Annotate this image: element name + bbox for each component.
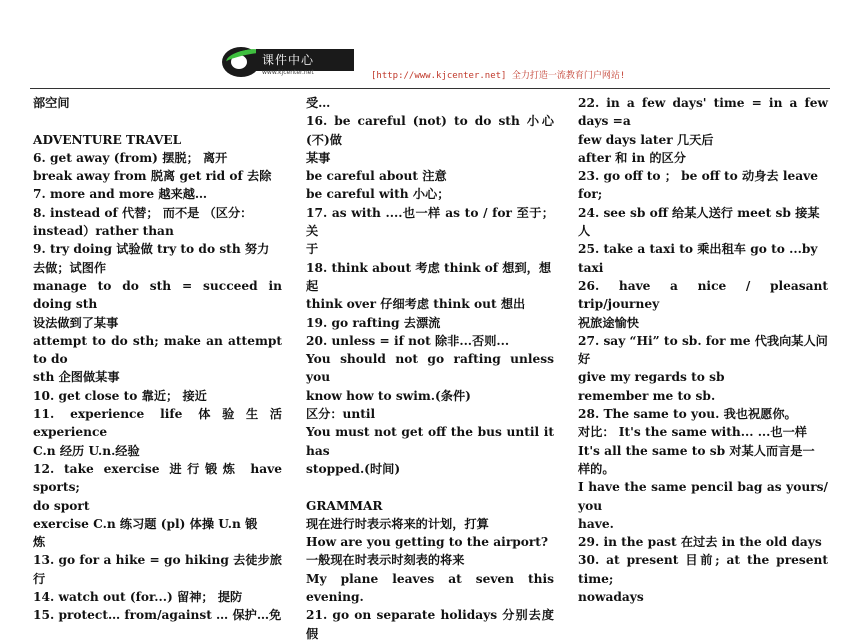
text-line: My plane leaves at seven this evening. [306,571,554,605]
text-line: 17. as with ....也一样 as to / for 至于；关 [306,205,554,239]
text-line: 受… [306,96,331,110]
text-line: 19. go rafting 去漂流 [306,315,441,330]
text-line: 好 [578,352,591,367]
text-line: It's all the same to sb 对某人而言是一 [578,443,815,458]
text-line: 11. experience life 体验生活 experience [33,407,282,440]
text-line: 28. The same to you. 我也祝愿你。 [578,407,797,422]
text-line: 9. try doing 试验做 try to do sth 努力 [33,242,270,257]
text-line: 24. see sb off 给某人送行 meet sb 接某 [578,205,820,220]
text-line: sth 企图做某事 [33,370,120,385]
text-line: taxi [578,260,604,275]
text-line: 12. take exercise 进行锻炼 have sports; [33,461,282,495]
text-line: 炼 [33,535,46,550]
text-line: after 和 in 的区分 [578,150,686,165]
text-line: for; [578,187,603,202]
text-line: 15. protect… from/against … 保护…免 [33,608,282,623]
text-line: stopped.(时间) [306,461,401,476]
text-line: You must not get off the bus until it has [306,425,554,458]
text-line: instead）rather than [33,224,174,239]
text-line: 祝旅途愉快 [578,315,639,330]
text-line: manage to do sth = succeed in doing sth [33,278,282,312]
text-line: 27. say “Hi” to sb. for me 代我向某人问 [578,333,828,348]
text-line: 设法做到了某事 [33,315,119,330]
text-line: 18. think about 考虑 think of 想到，想 [306,260,552,275]
text-line: break away from 脱离 get rid of 去除 [33,169,272,184]
text-line: 23. go off to ； be off to 动身去 leave [578,169,818,184]
text-line: 现在进行时表示将来的计划，打算 [306,516,489,531]
text-line: be careful about 注意 [306,169,447,184]
text-line: 20. unless = if not 除非...否则... [306,333,510,348]
text-line: ADVENTURE TRAVEL [33,132,182,147]
text-line: have. [578,516,614,531]
text-line: attempt to do sth; make an attempt to do [33,333,282,367]
text-line: 10. get close to 靠近； 接近 [33,388,207,403]
text-line: 区分：until [306,407,376,422]
text-line: You should not go rafting unless you [306,352,554,385]
kjcenter-logo [222,47,356,77]
text-line: remember me to sb. [578,388,716,403]
text-line: 于 [306,242,319,257]
text-line: think over 仔细考虑 think out 想出 [306,297,526,312]
text-line [306,478,554,496]
text-line: give my regards to sb [578,370,725,385]
text-line: 25. take a taxi to 乘出租车 go to ...by [578,242,818,257]
text-line: 7. more and more 越来越… [33,187,208,202]
text-line: do sport [33,498,90,513]
text-line: 样的。 [578,461,615,476]
site-link[interactable]: [http://www.kjcenter.net] 全力打造一流教育门户网站! [371,71,626,81]
text-line: C.n 经历 U.n.经验 [33,443,140,458]
text-line: be careful with 小心； [306,187,450,202]
text-line: 对比： It's the same with... ...也一样 [578,425,807,440]
text-line: nowadays [578,590,644,605]
text-line: 30. at present 目前; at the present time; [578,553,828,586]
text-line: 14. watch out (for...) 留神； 提防 [33,590,243,605]
page-header [0,0,860,90]
text-line [33,112,282,130]
logo-url-text: www.kjcenter.net [262,69,314,76]
text-line: 22. in a few days' time = in a few days =a [578,96,828,129]
text-line: 部空间 [33,96,70,110]
text-line: 6. get away (from) 摆脱； 离开 [33,150,228,165]
text-line: 26. have a nice / pleasant trip/journey [578,278,828,312]
text-line: GRAMMAR [306,498,383,513]
text-line: 某事 [306,150,331,165]
text-line: I have the same pencil bag as yours/ you [578,480,828,513]
logo-brand-text: 课件中心 [256,49,354,71]
text-line: exercise C.n 练习题 (pl) 体操 U.n 锻 [33,516,258,531]
column-right [578,94,828,606]
text-line: 起 [306,278,319,293]
header-divider [30,88,830,89]
text-line: few days later 几天后 [578,132,714,147]
column-middle [306,94,554,643]
column-left [33,94,282,625]
text-line: 8. instead of 代替； 而不是 （区分： [33,205,253,220]
text-line: 一般现在时表示时刻表的将来 [306,553,465,568]
text-line: 16. be careful (not) to do sth 小心(不)做 [306,114,554,147]
text-line: 29. in the past 在过去 in the old days [578,535,822,550]
text-line: How are you getting to the airport? [306,535,549,550]
text-line: 21. go on separate holidays 分别去度假 [306,608,554,641]
text-line: 去做；试图作 [33,260,107,275]
text-line: 13. go for a hike = go hiking 去徒步旅行 [33,553,282,586]
text-line: know how to swim.(条件) [306,388,471,403]
text-line: 人 [578,224,591,239]
